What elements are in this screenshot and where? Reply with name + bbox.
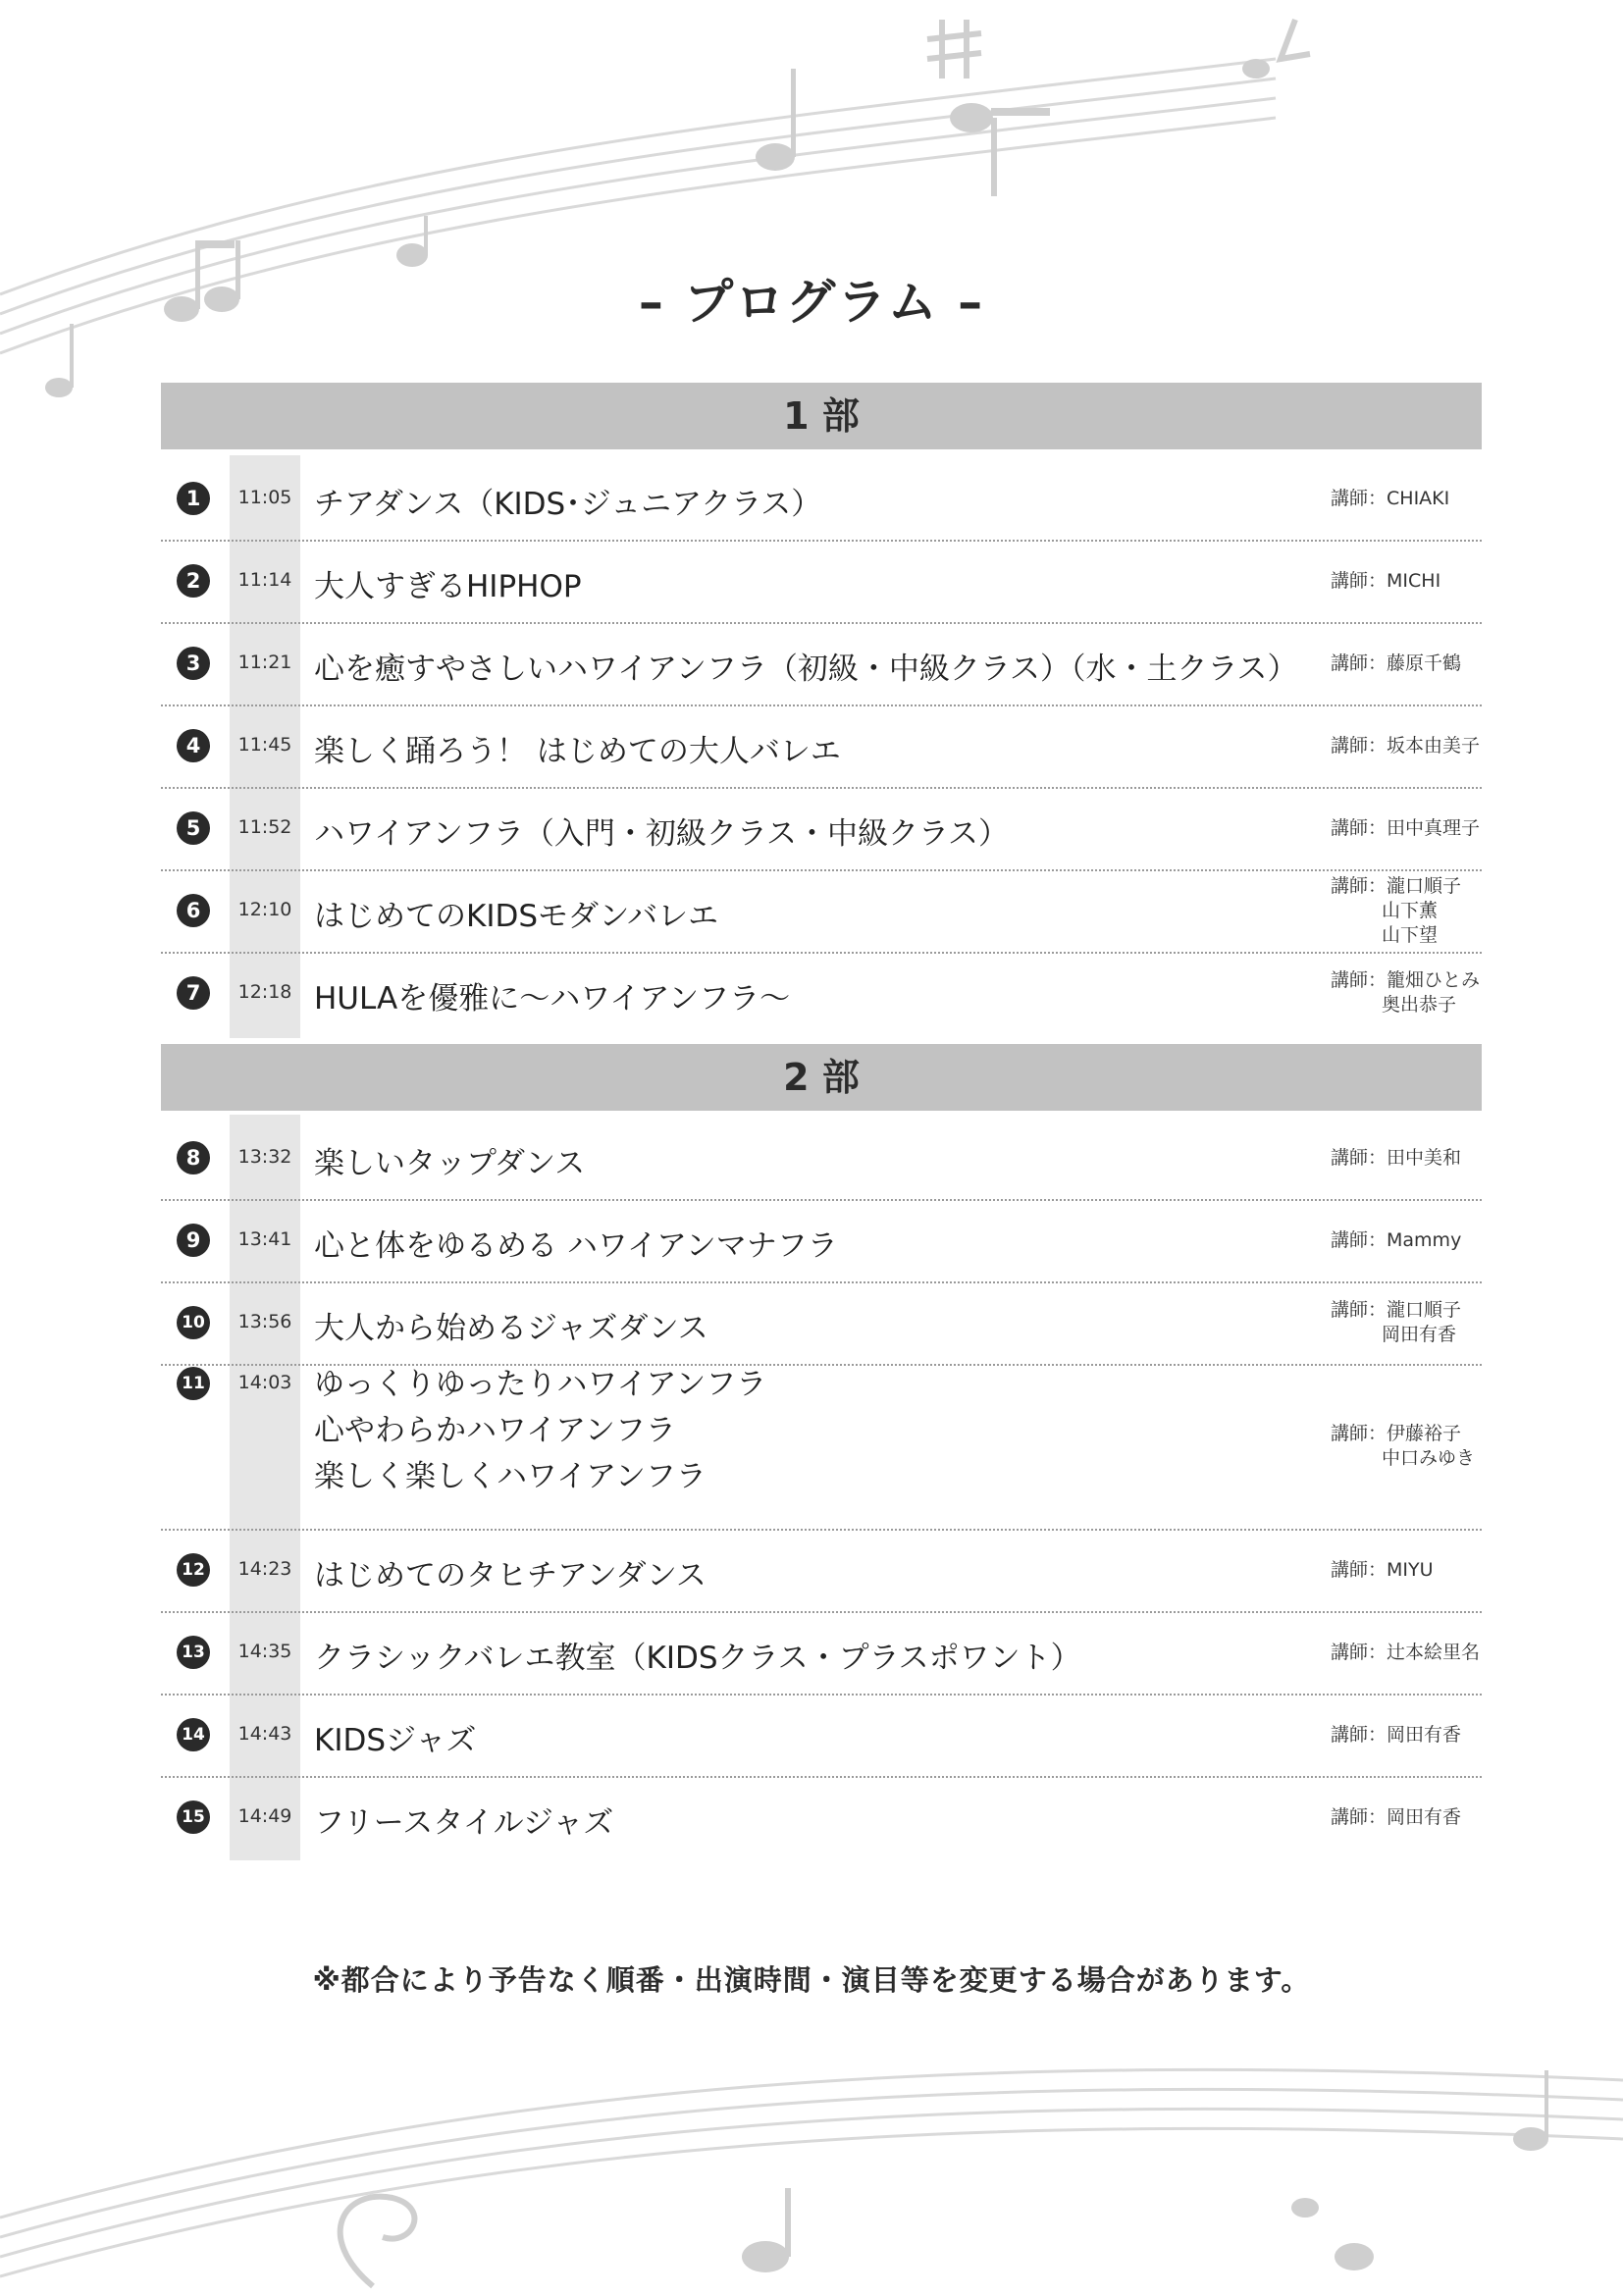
program-time: 11:05 (237, 487, 292, 508)
program-row (161, 952, 1482, 1034)
instructor-name: 中口みゆき (1382, 1447, 1476, 1469)
program-time: 13:56 (237, 1311, 292, 1332)
instructor-name: MIYU (1387, 1558, 1434, 1581)
program-row (161, 540, 1482, 624)
instructor-name: 田中美和 (1387, 1146, 1462, 1169)
instructor-label: 講師： (1331, 1805, 1387, 1828)
program-title: クラシックバレエ教室（KIDSクラス・プラスポワント） (314, 1641, 1081, 1676)
program-instructors (1331, 1146, 1482, 1171)
change-notice: ※都合により予告なく順番・出演時間・演目等を変更する場合があります。 (312, 1963, 1311, 1997)
program-title: はじめてのタヒチアンダンス (314, 1558, 707, 1593)
program-row (161, 704, 1482, 789)
program-instructors (1331, 1422, 1482, 1471)
program-row (161, 1364, 1482, 1531)
program-instructors (1331, 1723, 1482, 1748)
program-time: 11:21 (237, 652, 292, 673)
instructor-label: 講師： (1331, 874, 1387, 897)
program-row (161, 1117, 1482, 1201)
instructor-name: 山下望 (1382, 923, 1439, 946)
program-time: 11:14 (237, 569, 292, 591)
instructor-name: MICHI (1387, 569, 1441, 592)
program-number-badge: 9 (177, 1224, 210, 1257)
instructor-label: 講師： (1331, 652, 1387, 674)
program-row (161, 787, 1482, 871)
instructor-label: 講師： (1331, 816, 1387, 839)
program-time: 13:32 (237, 1146, 292, 1168)
program-title-line: ゆっくりゆったりハワイアンフラ (314, 1367, 767, 1402)
program-title: 楽しく踊ろう！ はじめての大人バレエ (314, 734, 841, 769)
program-title: 心を癒すやさしいハワイアンフラ（初級・中級クラス）（水・土クラス） (314, 652, 1298, 687)
program-title-line: 楽しく楽しくハワイアンフラ (314, 1459, 707, 1494)
program-title: チアダンス（KIDS･ジュニアクラス） (314, 487, 822, 522)
instructor-label: 講師： (1331, 1423, 1387, 1444)
instructor-name: 籠畑ひとみ (1387, 969, 1481, 991)
program-time: 14:23 (237, 1558, 292, 1580)
program-time: 11:52 (237, 816, 292, 838)
program-title: 大人から始めるジャズダンス (314, 1311, 708, 1346)
program-number-badge: 1 (177, 482, 210, 515)
program-row (161, 1281, 1482, 1366)
program-title: HULAを優雅に〜ハワイアンフラ〜 (314, 981, 791, 1017)
instructor-name: 山下薫 (1382, 899, 1439, 921)
instructor-name: Mammy (1387, 1228, 1462, 1251)
program-number-badge: 8 (177, 1141, 210, 1174)
program-row (161, 1199, 1482, 1283)
program-time: 14:49 (237, 1805, 292, 1827)
page-title: – プログラム – (638, 274, 985, 331)
program-time: 11:45 (237, 734, 292, 756)
program-instructors (1331, 1558, 1482, 1583)
instructor-label: 講師： (1331, 1299, 1387, 1321)
program-number-badge: 13 (177, 1636, 210, 1669)
program-number-badge: 3 (177, 647, 210, 680)
program-title-line: 心やわらかハワイアンフラ (314, 1413, 676, 1448)
instructor-label: 講師： (1331, 734, 1387, 757)
part-2-header: 2 部 (161, 1044, 1482, 1111)
program-number-badge: 15 (177, 1800, 210, 1834)
instructor-name: 伊藤裕子 (1387, 1423, 1462, 1444)
program-title: KIDSジャズ (314, 1723, 477, 1758)
instructor-name: 岡田有香 (1387, 1805, 1462, 1828)
instructor-label: 講師： (1331, 487, 1387, 509)
program-instructors (1331, 569, 1482, 594)
instructor-name: 岡田有香 (1382, 1324, 1457, 1345)
instructor-label: 講師： (1331, 1723, 1387, 1746)
instructor-label: 講師： (1331, 1146, 1387, 1169)
instructor-name: 奥出恭子 (1382, 994, 1457, 1016)
program-title (314, 1362, 766, 1500)
instructor-label: 講師： (1331, 1558, 1387, 1581)
program-time: 12:10 (237, 899, 292, 920)
program-instructors (1331, 968, 1482, 1018)
instructor-name: 坂本由美子 (1387, 734, 1481, 757)
instructor-name: 辻本絵里名 (1387, 1641, 1481, 1663)
program-instructors (1331, 874, 1482, 948)
program-row (161, 457, 1482, 542)
program-instructors (1331, 652, 1482, 676)
program-number-badge: 12 (177, 1553, 210, 1587)
program-title: はじめてのKIDSモダンバレエ (314, 899, 719, 934)
program-number-badge: 5 (177, 811, 210, 845)
program-time: 14:03 (237, 1372, 292, 1393)
program-time: 13:41 (237, 1228, 292, 1250)
program-number-badge: 4 (177, 729, 210, 762)
program-row (161, 1529, 1482, 1613)
instructor-label: 講師： (1331, 1641, 1387, 1663)
program-row (161, 869, 1482, 954)
program-row (161, 1776, 1482, 1858)
program-row (161, 622, 1482, 706)
part-1-header: 1 部 (161, 383, 1482, 449)
program-row (161, 1694, 1482, 1778)
program-title: ハワイアンフラ（入門・初級クラス・中級クラス） (314, 816, 1010, 852)
instructor-label: 講師： (1331, 1228, 1387, 1251)
instructor-name: 岡田有香 (1387, 1723, 1462, 1746)
program-time: 14:43 (237, 1723, 292, 1745)
program-title: 心と体をゆるめる ハワイアンマナフラ (314, 1228, 838, 1264)
instructor-name: 瀧口順子 (1387, 1299, 1462, 1321)
instructor-name: 藤原千鶴 (1387, 652, 1462, 674)
program-title: フリースタイルジャズ (314, 1805, 614, 1841)
program-time: 14:35 (237, 1641, 292, 1662)
program-number-badge: 11 (177, 1367, 210, 1400)
program-number-badge: 10 (177, 1306, 210, 1339)
instructor-label: 講師： (1331, 969, 1387, 991)
program-instructors (1331, 1641, 1482, 1665)
instructor-name: 田中真理子 (1387, 816, 1481, 839)
program-instructors (1331, 1228, 1482, 1253)
program-instructors (1331, 734, 1482, 758)
program-title: 大人すぎるHIPHOP (314, 569, 582, 604)
program-number-badge: 6 (177, 894, 210, 927)
program-instructors (1331, 816, 1482, 841)
program-instructors (1331, 487, 1482, 511)
program-instructors (1331, 1298, 1482, 1347)
program-title: 楽しいタップダンス (314, 1146, 586, 1181)
program-number-badge: 2 (177, 564, 210, 598)
program-row (161, 1611, 1482, 1696)
instructor-name: CHIAKI (1387, 487, 1450, 509)
instructor-label: 講師： (1331, 569, 1387, 592)
program-number-badge: 14 (177, 1718, 210, 1751)
instructor-name: 瀧口順子 (1387, 874, 1462, 897)
program-number-badge: 7 (177, 976, 210, 1010)
program-time: 12:18 (237, 981, 292, 1003)
program-instructors (1331, 1805, 1482, 1830)
